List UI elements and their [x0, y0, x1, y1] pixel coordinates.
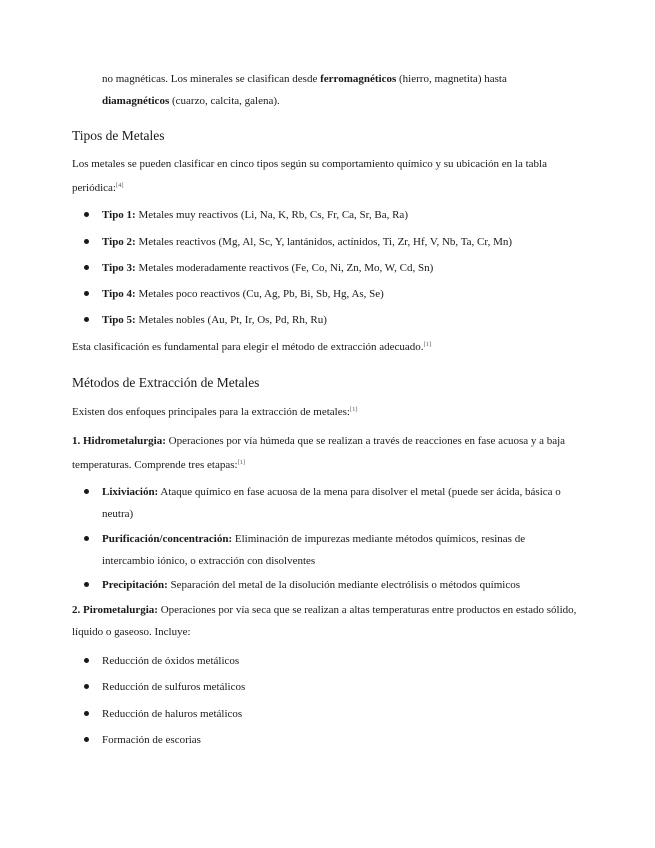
bullet-icon: [84, 239, 89, 244]
bullet-icon: [84, 291, 89, 296]
bullet-icon: [84, 737, 89, 742]
tipos-closing: [72, 334, 582, 358]
pirometalurgia-text: Operaciones por vía seca que se realizan a altas temperaturas entre productos en estado sólido, líquido o gaseoso. Incluye:: [72, 604, 577, 638]
list-item-text: Metales moderadamente reactivos (Fe, Co, Ni, Zn, Mo, W, Cd, Sn): [135, 262, 434, 274]
metodos-intro: [72, 399, 582, 423]
diamagneticos-term: diamagnéticos: [102, 95, 170, 107]
bullet-icon: [84, 658, 89, 663]
intro-text-1: no magnéticas. Los minerales se clasifican desde: [102, 73, 321, 85]
metodos-heading: Métodos de Extracción de Metales: [72, 375, 260, 390]
bullet-icon: [84, 317, 89, 322]
tipos-intro: [72, 153, 582, 199]
list-item-text: Eliminación de impurezas mediante métodos químicos, resinas de intercambio iónico, o extracción con disolventes: [102, 533, 526, 567]
list-item-label: Tipo 5:: [102, 314, 136, 326]
bullet-icon: [84, 684, 89, 689]
tipos-heading: Tipos de Metales: [72, 128, 165, 143]
pirometalurgia-paragraph: [72, 599, 582, 643]
hidrometalurgia-label: 1. Hidrometalurgia:: [72, 435, 166, 447]
tipos-closing-text: Esta clasificación es fundamental para elegir el método de extracción adecuado.: [72, 341, 424, 353]
list-item-text: Reducción de haluros metálicos: [102, 708, 243, 720]
hidrometalurgia-text: Operaciones por vía húmeda que se realizan a través de reacciones en fase acuosa y a baja temperaturas. Comprende tres etapas:: [72, 435, 566, 471]
list-item-label: Tipo 3:: [102, 262, 136, 274]
bullet-icon: [84, 536, 89, 541]
list-item-text: Reducción de óxidos metálicos: [102, 655, 240, 667]
list-item-label: Tipo 4:: [102, 288, 136, 300]
reference-link[interactable]: [1]: [237, 459, 246, 466]
tipos-intro-text: Los metales se pueden clasificar en cinco tipos según su comportamiento químico y su ubicación en la tabla periódica:: [72, 158, 547, 194]
bullet-icon: [84, 582, 89, 587]
metodos-intro-text: Existen dos enfoques principales para la extracción de metales:: [72, 406, 350, 418]
pirometalurgia-label: 2. Pirometalurgia:: [72, 604, 158, 616]
list-item-text: Ataque químico en fase acuosa de la mena para disolver el metal (puede ser ácida, básica o neutra): [102, 486, 561, 520]
bullet-icon: [84, 265, 89, 270]
intro-paragraph: [102, 68, 582, 112]
list-item-text: Metales reactivos (Mg, Al, Sc, Y, lantánidos, actínidos, Ti, Zr, Hf, V, Nb, Ta, Cr, Mn): [135, 236, 513, 248]
list-item-label: Purificación/concentración:: [102, 533, 233, 545]
list-item-text: Formación de escorias: [102, 734, 201, 746]
reference-link[interactable]: [1]: [349, 406, 358, 413]
intro-text-2: (hierro, magnetita) hasta: [396, 73, 507, 85]
bullet-icon: [84, 711, 89, 716]
bullet-icon: [84, 212, 89, 217]
list-item-label: Lixiviación:: [102, 486, 159, 498]
intro-text-3: (cuarzo, calcita, galena).: [169, 95, 280, 107]
list-item-text: Metales muy reactivos (Li, Na, K, Rb, Cs, Fr, Ca, Sr, Ba, Ra): [135, 209, 408, 221]
hidrometalurgia-paragraph: [72, 430, 582, 476]
list-item-text: Separación del metal de la disolución mediante electrólisis o métodos químicos: [167, 579, 520, 591]
list-item-label: Tipo 1:: [102, 209, 136, 221]
reference-link[interactable]: [1]: [423, 341, 432, 348]
reference-link[interactable]: [4]: [115, 182, 124, 189]
bullet-icon: [84, 489, 89, 494]
list-item-text: Metales poco reactivos (Cu, Ag, Pb, Bi, Sb, Hg, As, Se): [135, 288, 384, 300]
list-item-text: Metales nobles (Au, Pt, Ir, Os, Pd, Rh, Ru): [135, 314, 327, 326]
list-item-text: Reducción de sulfuros metálicos: [102, 681, 246, 693]
list-item-label: Precipitación:: [102, 579, 168, 591]
list-item-label: Tipo 2:: [102, 236, 136, 248]
ferromagneticos-term: ferromagnéticos: [320, 73, 397, 85]
